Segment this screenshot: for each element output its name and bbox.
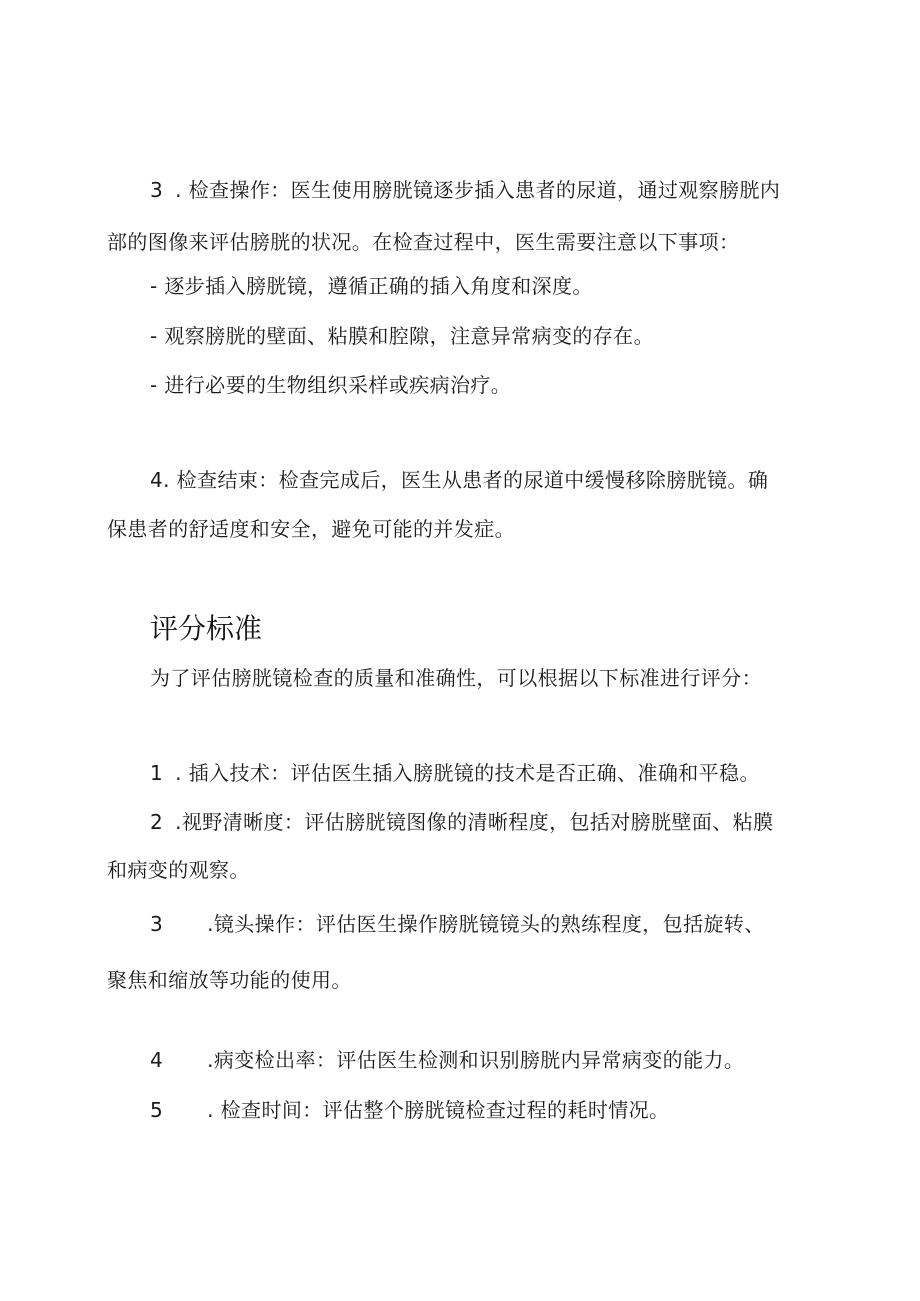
item3-line2: 聚焦和缩放等功能的使用。 <box>107 968 352 992</box>
item4-number: 4 <box>150 1048 164 1072</box>
scoring-intro: 为了评估膀胱镜检查的质量和准确性，可以根据以下标准进行评分： <box>150 666 762 690</box>
step4-line1: 4. 检查结束：检查完成后，医生从患者的尿道中缓慢移除膀胱镜。确 <box>150 468 769 492</box>
step3-text-1: . 检查操作：医生使用膀胱镜逐步插入患者的尿道，通过观察膀胱内 <box>175 178 781 202</box>
bullet-item-1: - 逐步插入膀胱镜，遵循正确的插入角度和深度。 <box>150 274 593 298</box>
item3-text-1: .镜头操作：评估医生操作膀胱镜镜头的熟练程度，包括旋转、 <box>207 912 765 936</box>
scoring-item-5 <box>150 1096 669 1124</box>
item2-text-1: .视野清晰度：评估膀胱镜图像的清晰程度，包括对膀胱壁面、粘膜 <box>175 810 774 834</box>
scoring-item-2 <box>150 808 773 836</box>
item2-line2: 和病变的观察。 <box>107 858 250 882</box>
bullet-item-3: - 进行必要的生物组织采样或疾病治疗。 <box>150 373 512 397</box>
step3-number: 3 <box>150 178 164 202</box>
scoring-item-4 <box>150 1046 744 1074</box>
section-heading-scoring: 评分标准 <box>150 612 263 645</box>
item1-number: 1 <box>150 761 164 785</box>
step3-line1 <box>150 176 780 204</box>
item5-text: . 检查时间：评估整个膀胱镜检查过程的耗时情况。 <box>207 1098 670 1122</box>
bullet-item-2: - 观察膀胱的壁面、粘膜和腔隙，注意异常病变的存在。 <box>150 324 654 348</box>
scoring-item-3 <box>150 910 765 938</box>
scoring-item-1 <box>150 759 760 787</box>
item3-number: 3 <box>150 912 164 936</box>
item1-text: . 插入技术：评估医生插入膀胱镜的技术是否正确、准确和平稳。 <box>175 761 760 785</box>
step3-line2: 部的图像来评估膀胱的状况。在检查过程中，医生需要注意以下事项： <box>107 230 740 254</box>
item2-number: 2 <box>150 810 164 834</box>
item5-number: 5 <box>150 1098 164 1122</box>
step4-line2: 保患者的舒适度和安全，避免可能的并发症。 <box>107 517 515 541</box>
item4-text: .病变检出率：评估医生检测和识别膀胱内异常病变的能力。 <box>207 1048 745 1072</box>
